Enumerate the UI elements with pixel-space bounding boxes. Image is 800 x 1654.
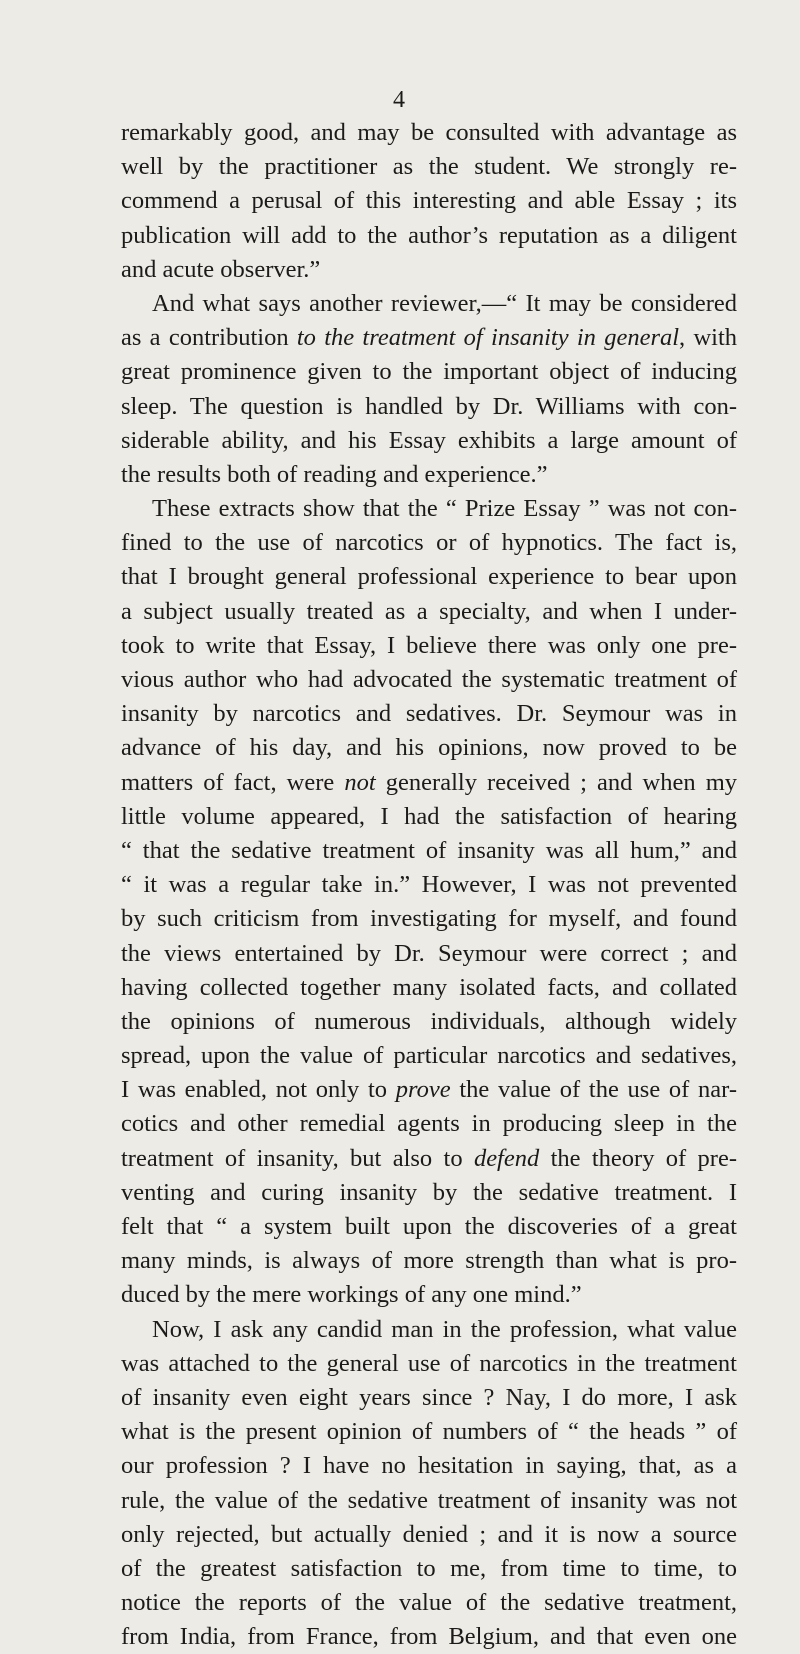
text-span: of insanity even eight years since ? Nay, I do more, I ask — [121, 1383, 737, 1411]
text-line — [121, 834, 737, 868]
text-line — [121, 1073, 737, 1107]
text-span: fined to the use of narcotics or of hypnotics. The fact is, — [121, 529, 737, 557]
text-line — [121, 1176, 737, 1210]
text-line — [121, 1142, 737, 1176]
text-line — [121, 1005, 737, 1039]
text-span: our profession ? I have no hesitation in saying, that, as a — [121, 1452, 737, 1480]
text-line — [121, 902, 737, 936]
text-span: matters of fact, were — [121, 768, 345, 796]
text-line — [121, 1518, 737, 1552]
text-line — [121, 526, 737, 560]
text-line — [121, 253, 737, 287]
text-line — [121, 355, 737, 389]
italic-text: prove — [395, 1076, 451, 1104]
text-span: rule, the value of the sedative treatment of insanity was not — [121, 1486, 737, 1514]
text-span: little volume appeared, I had the satisfaction of hearing — [121, 802, 737, 830]
text-line — [121, 1244, 737, 1278]
text-line — [121, 868, 737, 902]
text-span: felt that “ a system built upon the discoveries of a great — [121, 1213, 737, 1240]
text-line — [121, 1381, 737, 1415]
text-span: These extracts show that the “ Prize Essay ” was not con- — [152, 495, 737, 523]
text-span: of the greatest satisfaction to me, from time to time, to — [121, 1554, 737, 1582]
text-line — [121, 1449, 737, 1483]
text-line — [121, 1039, 737, 1073]
text-line — [121, 1586, 737, 1620]
text-span: the theory of pre- — [539, 1144, 737, 1172]
text-span: insanity by narcotics and sedatives. Dr. Seymour was in — [121, 700, 737, 728]
text-span: “ it was a regular take in.” However, I was not prevented — [121, 871, 737, 899]
text-line — [121, 1313, 737, 1347]
text-span: what is the present opinion of numbers of “ the heads ” of — [121, 1418, 737, 1446]
text-span: siderable ability, and his Essay exhibits a large amount of — [121, 426, 737, 454]
italic-text: to the treatment of insanity in general — [296, 324, 680, 352]
text-span: remarkably good, and may be consulted with advantage as — [121, 119, 737, 146]
text-span: duced by the mere workings of any one mind.” — [121, 1281, 582, 1309]
text-line — [121, 1107, 737, 1141]
text-line — [121, 766, 737, 800]
text-span: vious author who had advocated the systematic treatment of — [121, 666, 737, 693]
text-line — [121, 1347, 737, 1381]
text-span: And what says another reviewer,—“ It may be considered — [152, 289, 737, 317]
text-span: the value of the use of nar- — [450, 1076, 737, 1104]
text-line — [121, 390, 737, 424]
text-span: took to write that Essay, I believe there was only one pre- — [121, 631, 737, 659]
text-line — [121, 424, 737, 458]
text-span: great prominence given to the important object of inducing — [121, 358, 737, 386]
text-span: notice the reports of the value of the sedative treatment, — [121, 1589, 737, 1617]
text-span: a subject usually treated as a specialty, and when I under- — [121, 597, 737, 625]
text-span: having collected together many isolated facts, and collated — [121, 973, 737, 1001]
text-line — [121, 321, 737, 355]
text-span: generally received ; and when my — [375, 768, 737, 796]
text-line — [121, 1620, 737, 1654]
text-line — [121, 287, 737, 321]
text-span: the opinions of numerous individuals, although widely — [121, 1007, 737, 1035]
text-span: the views entertained by Dr. Seymour were correct ; and — [121, 939, 737, 967]
text-span: “ that the sedative treatment of insanity was all hum,” and — [121, 836, 737, 864]
text-span: was attached to the general use of narcotics in the treatment — [121, 1349, 737, 1377]
text-span: only rejected, but actually denied ; and it is now a source — [121, 1520, 737, 1548]
text-line — [121, 1484, 737, 1518]
text-line — [121, 595, 737, 629]
text-span: commend a perusal of this interesting and able Essay ; its — [121, 187, 737, 215]
italic-text: not — [344, 768, 376, 796]
text-span: publication will add to the author’s reputation as a diligent — [121, 221, 737, 249]
text-line — [121, 937, 737, 971]
text-line — [121, 150, 737, 184]
text-line — [121, 184, 737, 218]
text-span: and acute observer.” — [121, 255, 321, 283]
text-span: Now, I ask any candid man in the profession, what value — [152, 1315, 737, 1343]
page-number: 4 — [393, 87, 405, 113]
text-line — [121, 492, 737, 526]
italic-text: defend — [473, 1144, 540, 1172]
text-line — [121, 219, 737, 253]
text-span: cotics and other remedial agents in producing sleep in the — [121, 1110, 737, 1138]
text-line — [121, 629, 737, 663]
text-line — [121, 1552, 737, 1586]
text-line — [121, 560, 737, 594]
text-span: well by the practitioner as the student. We strongly re- — [121, 153, 737, 181]
text-span: spread, upon the value of particular narcotics and sedatives, — [121, 1042, 737, 1070]
text-span: advance of his day, and his opinions, now proved to be — [121, 734, 737, 762]
text-line — [121, 1210, 737, 1244]
text-span: by such criticism from investigating for myself, and found — [121, 905, 737, 933]
text-span: many minds, is always of more strength than what is pro- — [121, 1247, 737, 1275]
text-line — [121, 731, 737, 765]
text-span: I was enabled, not only to — [121, 1076, 396, 1104]
text-span: venting and curing insanity by the sedative treatment. I — [121, 1178, 737, 1206]
text-line — [121, 116, 737, 150]
text-line — [121, 800, 737, 834]
text-span: , with — [679, 324, 738, 352]
text-line — [121, 458, 737, 492]
text-span: the results both of reading and experience.” — [121, 460, 548, 488]
body-text — [121, 116, 737, 1654]
text-line — [121, 697, 737, 731]
text-line — [121, 663, 737, 697]
text-line — [121, 971, 737, 1005]
text-span: that I brought general professional experience to bear upon — [121, 563, 737, 591]
text-span: as a contribution — [121, 324, 297, 352]
text-line — [121, 1415, 737, 1449]
text-line — [121, 1278, 737, 1312]
text-span: treatment of insanity, but also to — [121, 1144, 474, 1172]
text-span: from India, from France, from Belgium, and that even one — [121, 1623, 737, 1651]
text-span: sleep. The question is handled by Dr. Williams with con- — [121, 392, 737, 420]
